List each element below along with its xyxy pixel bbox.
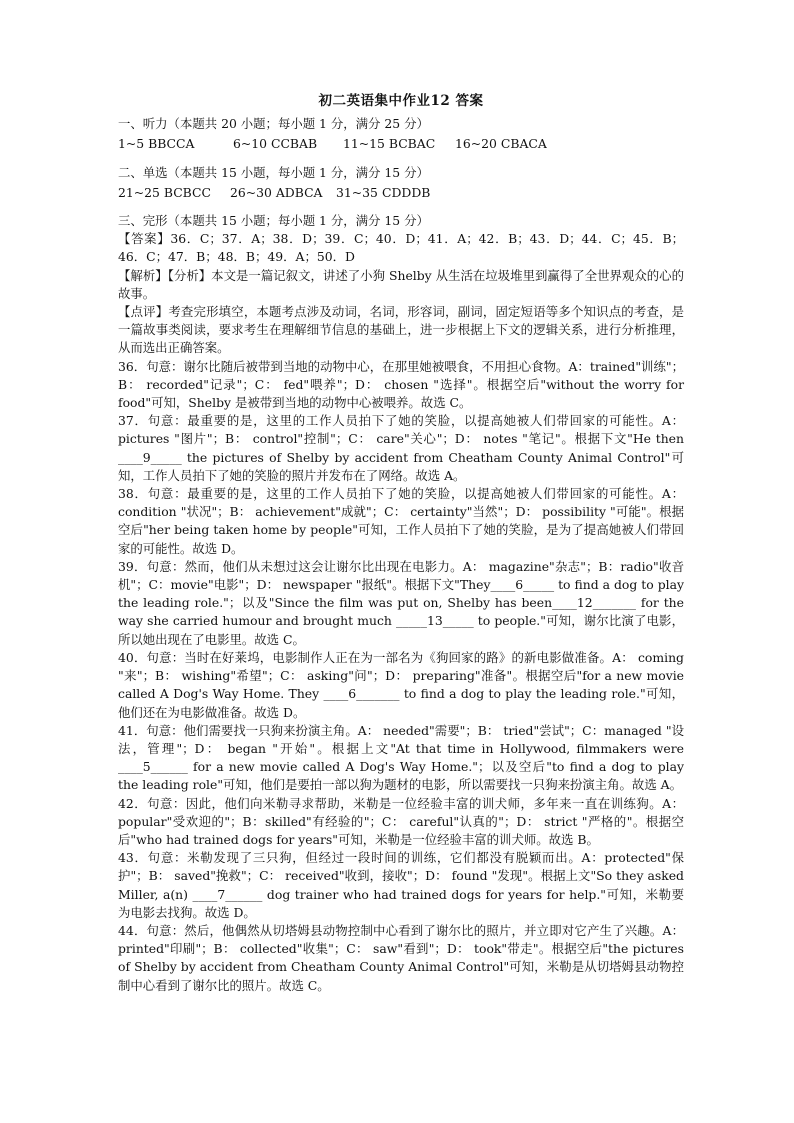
answer-group: 11~15 BCBAC <box>343 136 436 152</box>
cloze-item-44: 44．句意：然后，他偶然从切塔姆县动物控制中心看到了谢尔比的照片，并立即对它产生了兴趣。A： printed"印刷"；B： collected"收集"；C： saw"看到"；D： took"带走"。根据空后"the pictures of Shelby by accident from Cheatham County Animal Control"可知，米勒是从切塔姆县动物控制中心看到了谢尔比的照片。故选 C。 <box>118 922 684 993</box>
answer-group: 31~35 <box>336 184 378 200</box>
cloze-item-36: 36．句意：谢尔比随后被带到当地的动物中心，在那里她被喂食，不用担心食物。A：trained"训练"；B： recorded"记录"；C： fed"喂养"；D： chosen "选择"。根据空后"without the worry for food"可知，Shelby 是被带到当地的动物中心被喂养。故选 C。 <box>118 358 684 411</box>
cloze-header: 三、完形（本题共 15 小题；每小题 1 分，满分 15 分） <box>118 213 429 229</box>
cloze-item-39: 39．句意：然而，他们从未想过这会让谢尔比出现在电影力。A： magazine"杂志"；B：radio"收音机"；C：movie"电影"；D： newspaper "报纸"。根据下文"They____6_____ to find a dog to play the leading role."；以及"Since the film was put on, Shelby has been____12_______ for the way she carried humour and brought much _____13_____ to people."可知，谢尔比演了电影，所以她出现在了电影里。故选 C。 <box>118 558 684 647</box>
answer-group: CDDDB <box>382 184 431 200</box>
cloze-item-37: 37．句意：最重要的是，这里的工作人员拍下了她的笑脸，以提高她被人们带回家的可能性。A： pictures "图片"；B： control"控制"；C： care"关心"；D： notes "笔记"。根据下文"He then ____9_____ the pictures of Shelby by accident from Cheatham County Animal Control"可知，工作人员拍下了她的笑脸的照片并发布在了网络。故选 A。 <box>118 413 684 483</box>
cloze-item-43: 43．句意：米勒发现了三只狗，但经过一段时间的训练，它们都没有脱颖而出。A：protected"保护"；B： saved"挽救"；C： received"收到，接收"；D： found "发现"。根据上文"So they asked Miller, a(n) ____7______ dog trainer who had trained dogs for years for help."可知，米勒要为电影去找狗。故选 D。 <box>118 850 684 920</box>
cloze-analysis: 【解析】【分析】本文是一篇记叙文，讲述了小狗 Shelby 从生活在垃圾堆里到赢得了全世界观众的心的故事。 <box>118 267 684 301</box>
answer-group: 6~10 CCBAB <box>233 136 318 152</box>
cloze-comment: 【点评】考查完形填空，本题考点涉及动词，名词，形容词，副词，固定短语等多个知识点的考查，是一篇故事类阅读，要求考生在理解细节信息的基础上，进一步根据上下文的逻辑关系，进行分析推理，从而选出正确答案。 <box>118 304 684 356</box>
cloze-item-40: 40．句意：当时在好莱坞，电影制作人正在为一部名为《狗回家的路》的新电影做准备。A： coming "来"；B： wishing"希望"；C： asking"问"；D： preparing"准备"。根据空后"for a new movie called A Dog's Way Home. They ____6_______ to find a dog to play the leading role."可知，他们还在为电影做准备。故选 D。 <box>118 649 684 720</box>
page-title: 初二英语集中作业12 答案 <box>318 93 484 109</box>
answer-group: 21~25 BCBCC <box>118 184 211 200</box>
listening-answers <box>118 135 684 153</box>
cloze-item-41: 41．句意：他们需要找一只狗来扮演主角。A： needed"需要"；B： tried"尝试"；C：managed "设法，管理"；D： began "开始"。根据上文"At that time in Hollywood, filmmakers were ____5______ for a new movie called A Dog's Way Home."；以及空后"to find a dog to play the leading role"可知，他们是要拍一部以狗为题材的电影，所以需要找一只狗来扮演主角。故选 A。 <box>118 722 684 793</box>
answer-group: 1~5 BBCCA <box>118 136 195 152</box>
listening-header: 一、听力（本题共 20 小题；每小题 1 分，满分 25 分） <box>118 116 429 132</box>
cloze-item-38: 38．句意：最重要的是，这里的工作人员拍下了她的笑脸，以提高她被人们带回家的可能性。A： condition "状况"；B： achievement"成就"；C： certainty"当然"；D： possibility "可能"。根据空后"her being taken home by people"可知，工作人员拍下了她的笑脸，是为了提高她被人们带回家的可能性。故选 D。 <box>118 486 684 556</box>
answer-document <box>118 92 684 995</box>
answer-group: 16~20 CBACA <box>455 136 547 152</box>
answer-group: 26~30 ADBCA <box>230 184 323 200</box>
single-choice-header: 二、单选（本题共 15 小题，每小题 1 分，满分 15 分） <box>118 164 429 180</box>
cloze-answer-line: 【答案】36．C；37．A；38．D；39．C；40．D；41．A；42．B；43．D；44．C；45．B；46．C；47．B；48．B；49．A；50．D <box>118 231 684 265</box>
single-choice-answers <box>118 184 684 202</box>
cloze-item-42: 42．句意：因此，他们向米勒寻求帮助，米勒是一位经验丰富的训犬师，多年来一直在训练狗。A： popular"受欢迎的"；B：skilled"有经验的"；C： careful"认真的"；D： strict "严格的"。根据空后"who had trained dogs for years"可知，米勒是一位经验丰富的训犬师。故选 B。 <box>118 795 684 847</box>
